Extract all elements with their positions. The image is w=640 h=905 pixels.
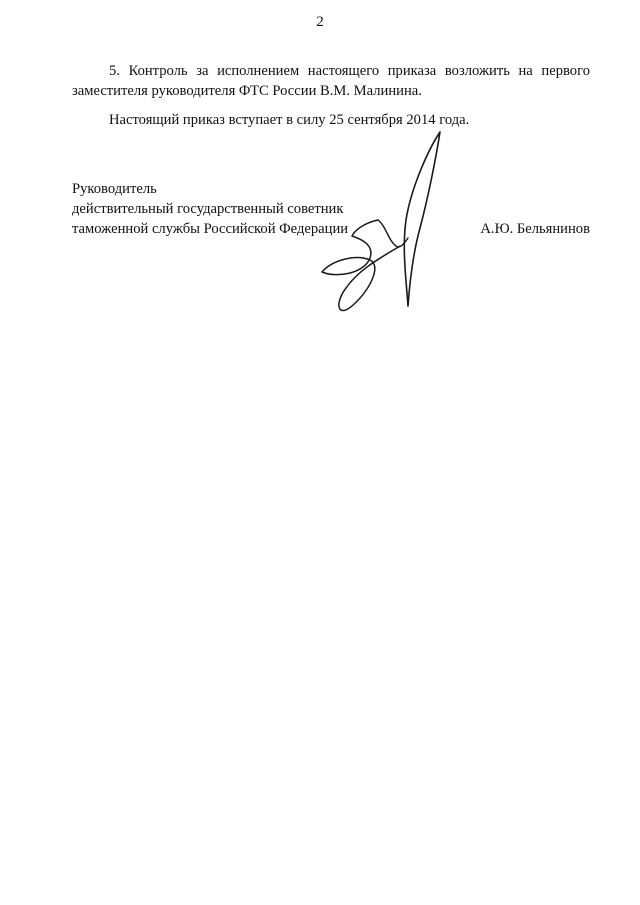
signer-name: А.Ю. Бельянинов (480, 221, 590, 237)
paragraph-control: 5. Контроль за исполнением настоящего приказа возложить на первого заместителя руководителя ФТС России В.М. Малинина. (72, 63, 590, 99)
page-number: 2 (316, 14, 324, 30)
handwritten-signature-icon (316, 128, 456, 323)
position-line-2: действительный государственный советник (72, 201, 344, 217)
signatory-position (72, 179, 348, 239)
position-line-3: таможенной службы Российской Федерации (72, 221, 349, 237)
paragraph-effective-date: Настоящий приказ вступает в силу 25 сентября 2014 года. (109, 112, 470, 128)
position-line-1: Руководитель (72, 181, 157, 197)
